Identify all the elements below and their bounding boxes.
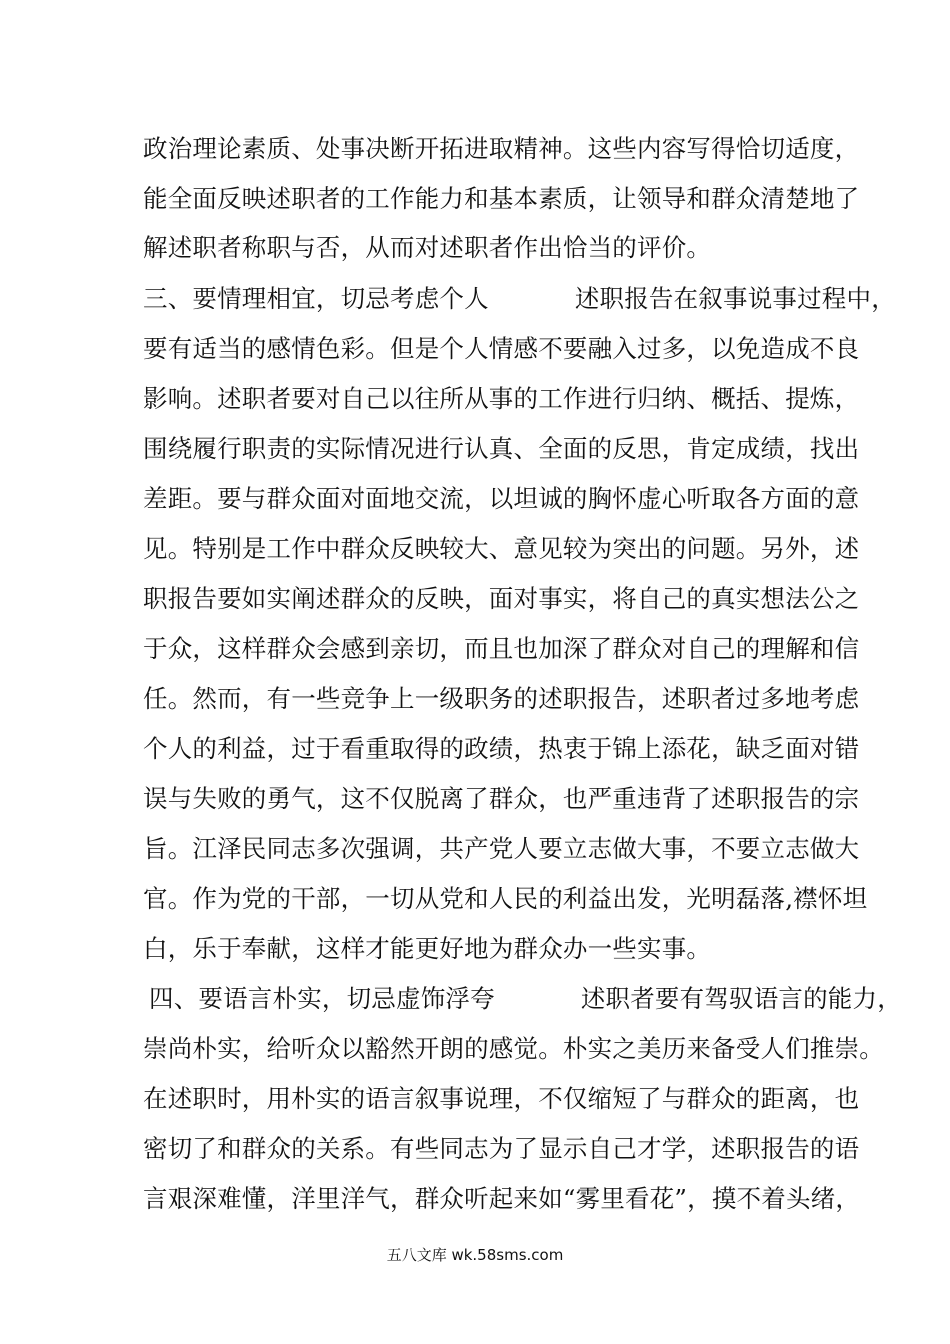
text-line: 官。作为党的干部，一切从党和人民的利益出发，光明磊落,襟怀坦	[143, 884, 868, 913]
text-line: 解述职者称职与否，从而对述职者作出恰当的评价。	[143, 233, 712, 262]
text-line: 能全面反映述职者的工作能力和基本素质，让领导和群众清楚地了	[143, 184, 860, 213]
text-line: 要有适当的感情色彩。但是个人情感不要融入过多，以免造成不良	[143, 334, 860, 363]
text-line: 政治理论素质、处事决断开拓进取精神。这些内容写得恰切适度，	[143, 134, 860, 163]
text-run: 述职者要有驾驭语言的能力，	[580, 984, 902, 1013]
text-line: 在述职时，用朴实的语言叙事说理，不仅缩短了与群众的距离，也	[143, 1084, 860, 1113]
text-line: 见。特别是工作中群众反映较大、意见较为突出的问题。另外，述	[143, 534, 860, 563]
text-run: 述职报告在叙事说事过程中，	[574, 284, 896, 313]
text-line: 围绕履行职责的实际情况进行认真、全面的反思，肯定成绩，找出	[143, 434, 860, 463]
text-line: 影响。述职者要对自己以往所从事的工作进行归纳、概括、提炼，	[143, 384, 860, 413]
text-line: 言艰深难懂，洋里洋气，群众听起来如“雾里看花”，摸不着头绪，	[143, 1184, 861, 1213]
text-line: 任。然而，有一些竞争上一级职务的述职报告，述职者过多地考虑	[143, 684, 860, 713]
section-heading: 四、要语言朴实，切忌虚饰浮夸	[149, 984, 495, 1013]
text-line: 于众，这样群众会感到亲切，而且也加深了群众对自己的理解和信	[143, 634, 860, 663]
section-heading-line	[143, 284, 896, 314]
text-line: 误与失败的勇气，这不仅脱离了群众，也严重违背了述职报告的宗	[143, 784, 860, 813]
text-line: 个人的利益，过于看重取得的政绩，热衷于锦上添花，缺乏面对错	[143, 734, 860, 763]
text-line: 旨。江泽民同志多次强调，共产党人要立志做大事，不要立志做大	[143, 834, 860, 863]
text-line: 职报告要如实阐述群众的反映，面对事实，将自己的真实想法公之	[143, 584, 860, 613]
text-line: 密切了和群众的关系。有些同志为了显示自己才学，述职报告的语	[143, 1134, 860, 1163]
section-heading: 三、要情理相宜，切忌考虑个人	[143, 284, 489, 313]
section-heading-line	[149, 984, 902, 1014]
text-line: 差距。要与群众面对面地交流，以坦诚的胸怀虚心听取各方面的意	[143, 484, 860, 513]
text-line: 崇尚朴实，给听众以豁然开朗的感觉。朴实之美历来备受人们推崇。	[143, 1034, 884, 1063]
footer-watermark: 五八文库 wk.58sms.com	[386, 1246, 564, 1264]
text-line: 白，乐于奉献，这样才能更好地为群众办一些实事。	[143, 934, 712, 963]
